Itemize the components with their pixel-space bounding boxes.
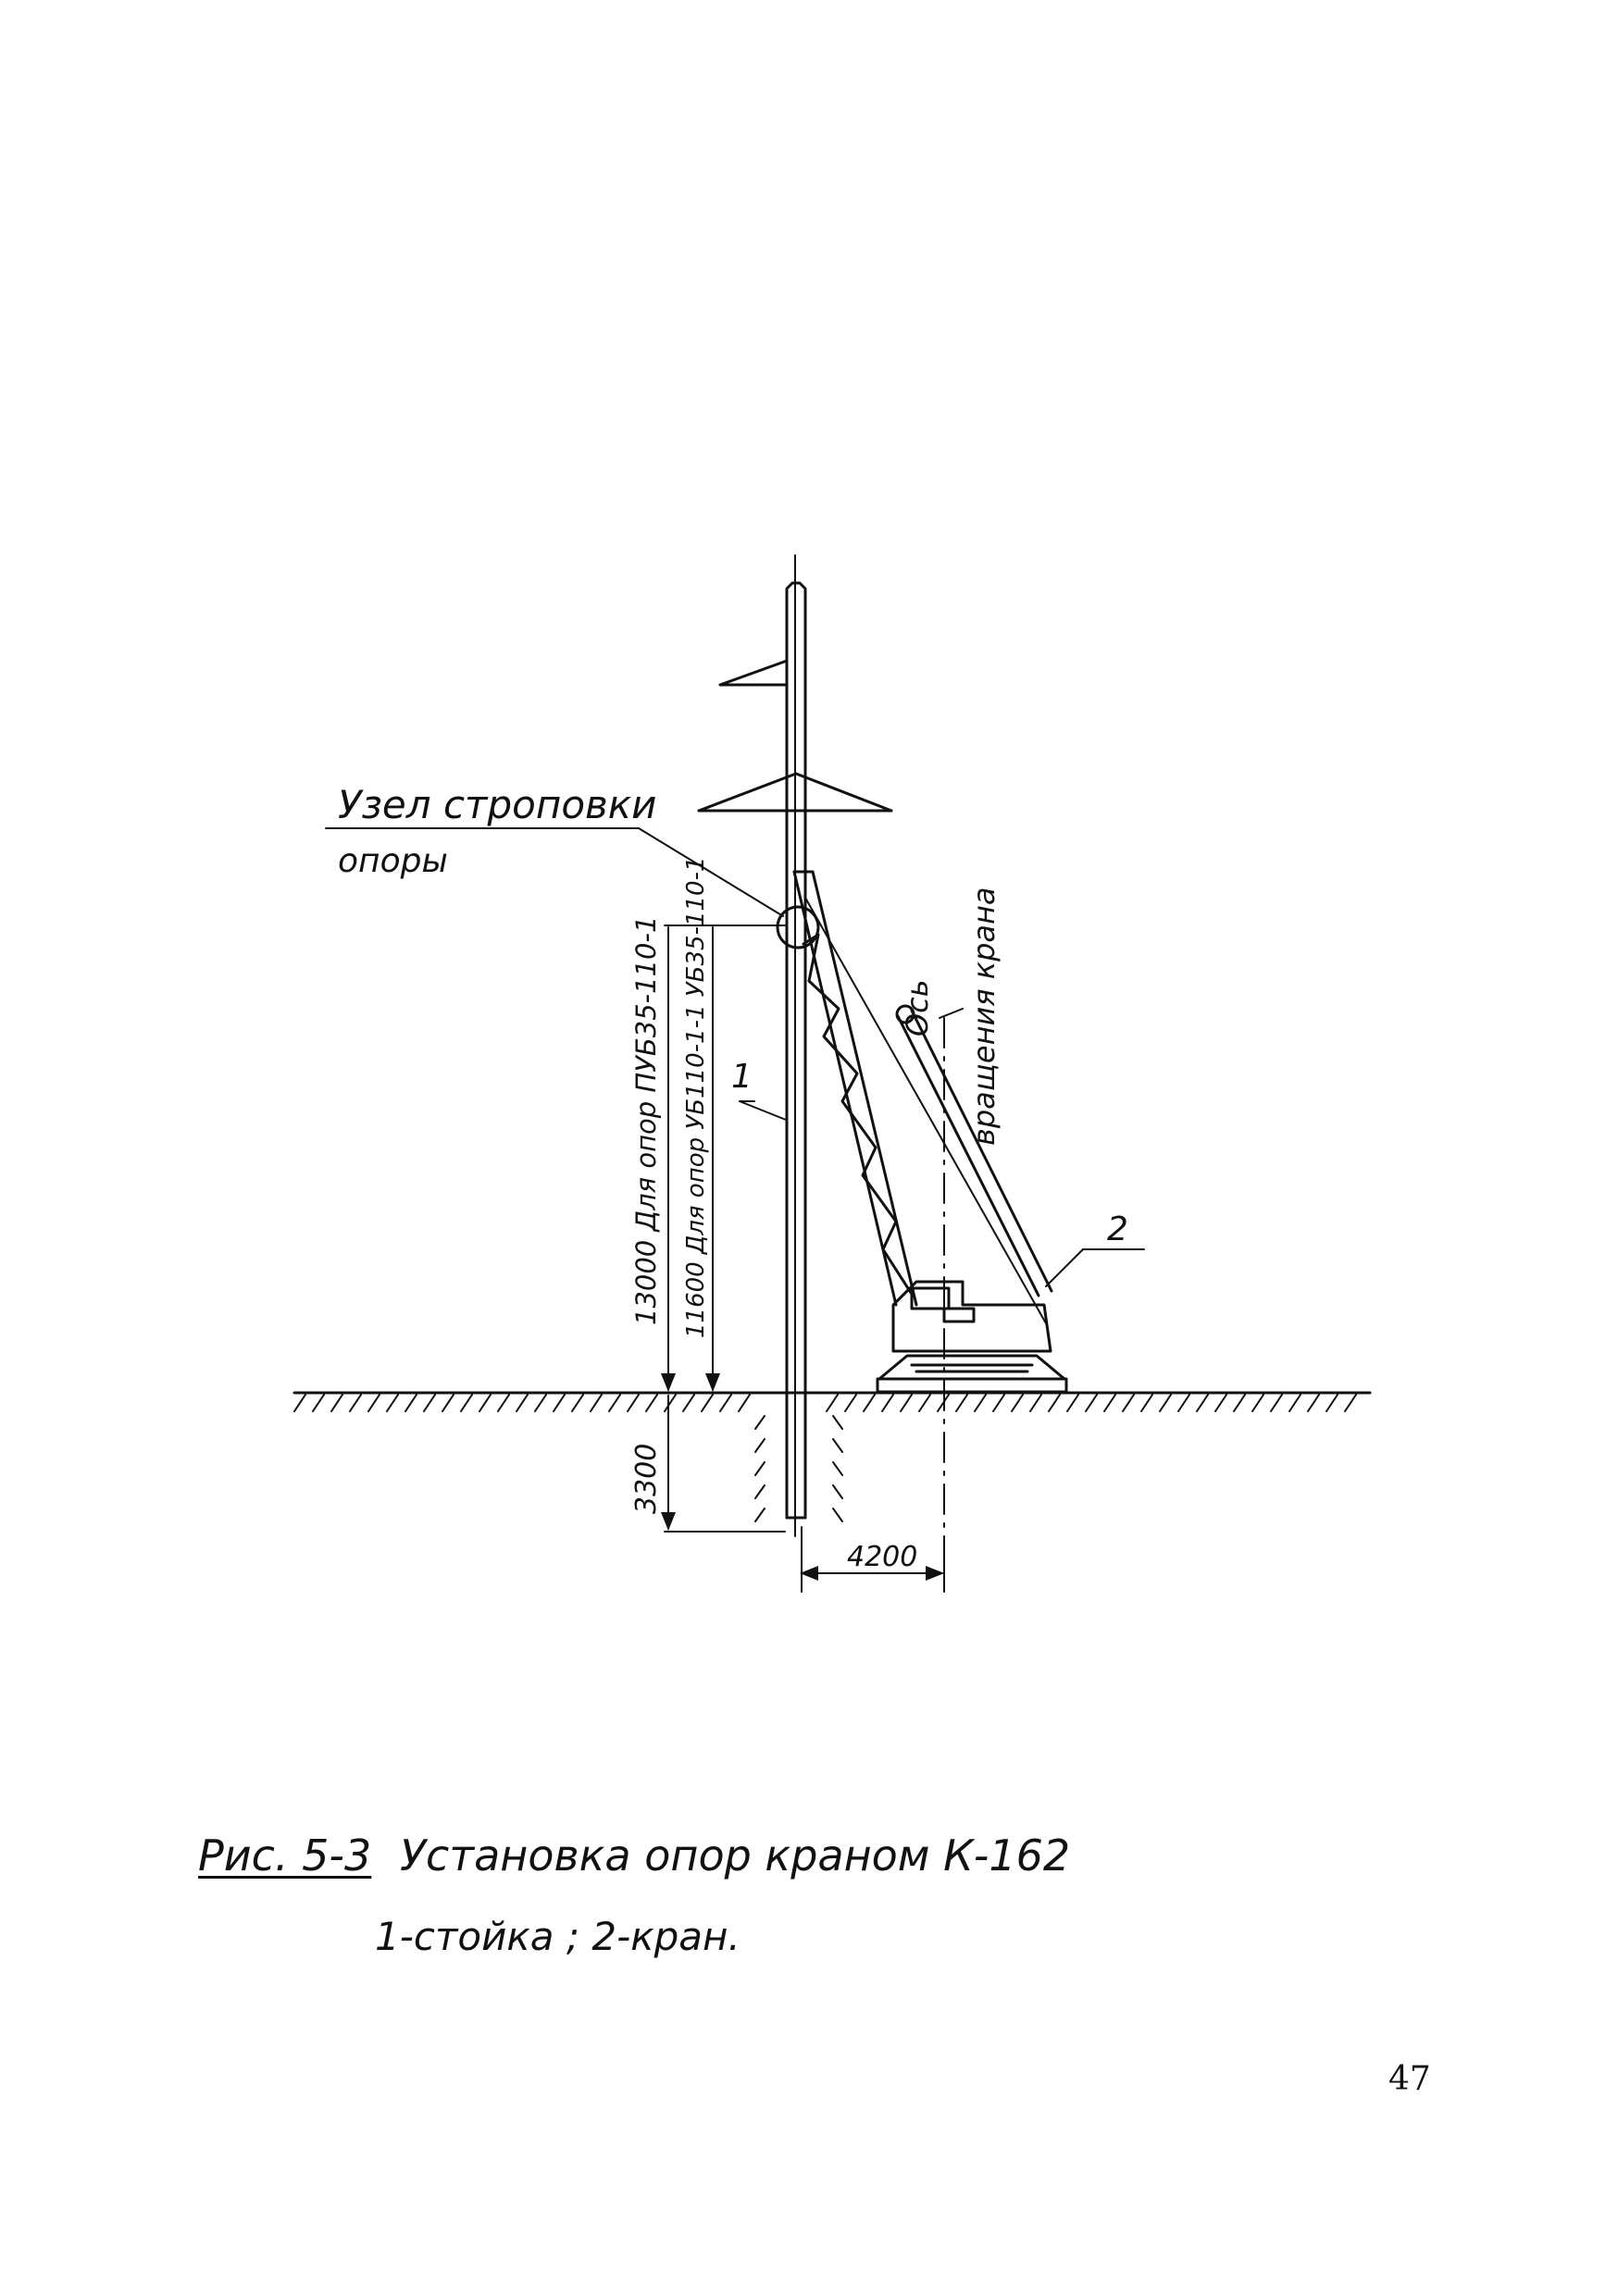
- page-number: 47: [1388, 2060, 1431, 2098]
- axis-label-line2: вращения крана: [966, 887, 1002, 1146]
- rigging-node-label: Узел строповки: [338, 782, 657, 827]
- crane-body: [877, 1282, 1066, 1392]
- figure-label: Рис. 5-3: [198, 1831, 372, 1880]
- dimension-11600: 11600 Для опор УБ110-1-1 УБ35-110-1: [682, 856, 710, 1338]
- rigging-node-circle: [778, 907, 818, 948]
- callout-2: 2: [1107, 1210, 1128, 1248]
- ground: [294, 1393, 1370, 1521]
- axis-label: Ось: [900, 979, 935, 1036]
- dimension-4200: 4200: [847, 1541, 918, 1573]
- dimension-13000: 13000 Для опор ПУБ35-110-1: [630, 915, 662, 1325]
- crane-boom: [794, 872, 1052, 1323]
- rigging-node-label-line2: опоры: [338, 842, 448, 880]
- callout-1: 1: [731, 1058, 753, 1096]
- figure-title: Установка опор краном К-162: [400, 1831, 1071, 1880]
- dimension-3300: 3300: [630, 1443, 663, 1514]
- figure-legend: 1-стойка ; 2-кран.: [375, 1914, 741, 1959]
- pole: [699, 555, 891, 1536]
